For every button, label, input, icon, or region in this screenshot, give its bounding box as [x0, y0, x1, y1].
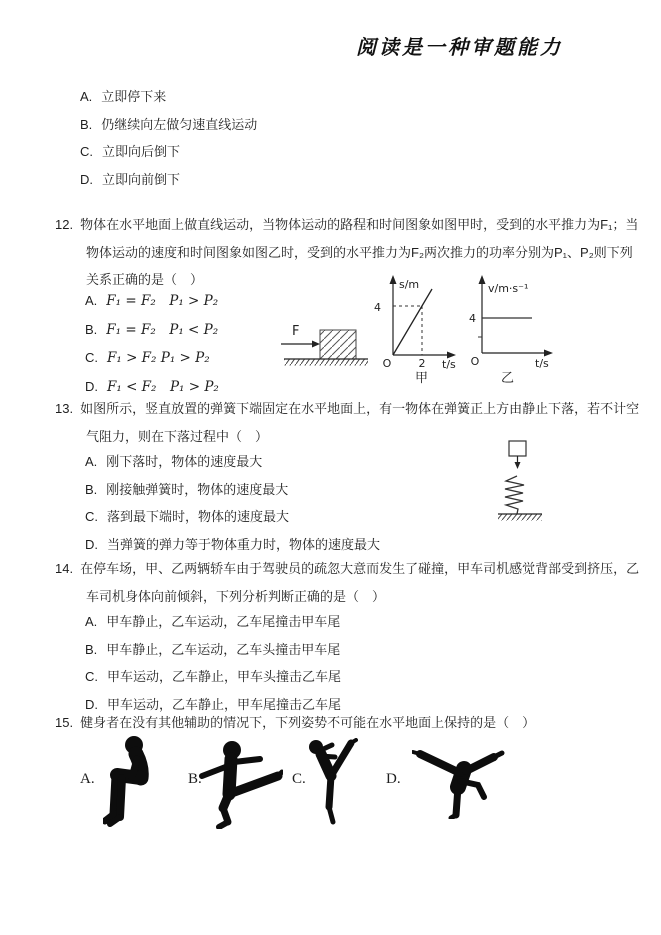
- option-row: [85, 608, 341, 636]
- option-row: [85, 344, 219, 373]
- pose-label-d: D.: [386, 771, 401, 787]
- handstand-pose-silhouette: [412, 745, 507, 819]
- option-row: [80, 83, 257, 111]
- y-axis-arrowhead: [390, 275, 397, 284]
- kick-pose-figure: [198, 732, 283, 834]
- option-text: 立即向后倒下: [102, 144, 181, 159]
- question-number: 12.: [55, 217, 74, 232]
- option-row: [85, 316, 219, 345]
- question-text: 健身者在没有其他辅助的情况下，下列姿势不可能在水平地面上保持的是（ ）: [80, 715, 536, 730]
- force-arrowhead: [312, 341, 320, 348]
- option-letter: D.: [85, 378, 98, 394]
- question-text: 物体在水平地面上做直线运动，当物体运动的路程和时间图象如图甲时，受到的水平推力为F₁；当物体运动的速度和时间图象如图乙时，受到的水平推力为F₂两次推力的功率分别为P₁、P₂则下列关系正确的是（ ）: [80, 217, 639, 287]
- option-letter: C.: [80, 144, 93, 159]
- origin-label: O: [382, 357, 392, 370]
- force-label: F: [292, 324, 300, 339]
- handstand-pose-figure: [412, 745, 507, 824]
- option-text: F₁ < F₂ P₁ > P₂: [107, 378, 219, 395]
- question-13: [55, 395, 642, 450]
- option-text: F₁ = F₂ P₁ > P₂: [106, 293, 219, 309]
- option-row: [80, 111, 257, 139]
- question-number: 14.: [55, 561, 74, 576]
- y-axis-label: s/m: [399, 278, 420, 291]
- option-text: 落到最下端时，物体的速度最大: [107, 509, 290, 524]
- option-letter: A.: [85, 614, 98, 629]
- s-t-line: [393, 289, 432, 355]
- falling-block: [509, 441, 526, 456]
- fall-arrowhead: [515, 462, 521, 469]
- q13-spring-figure: [492, 436, 548, 531]
- option-letter: B.: [85, 641, 98, 657]
- q11-options: [80, 83, 257, 193]
- option-text: F₁ > F₂ P₁ > P₂: [107, 350, 210, 366]
- arm: [132, 759, 137, 777]
- option-text: 立即向前倒下: [102, 171, 181, 187]
- velocity-time-graph: [455, 274, 561, 386]
- x-tick-2: 2: [418, 357, 426, 370]
- option-text: 刚下落时，物体的速度最大: [106, 454, 263, 469]
- raised-foot: [351, 740, 356, 743]
- x-axis-arrowhead: [544, 350, 553, 357]
- spring-coil: [505, 476, 524, 514]
- option-letter: A.: [85, 454, 98, 469]
- kick-pose-silhouette: [198, 732, 283, 829]
- option-text: 仍继续向左做匀速直线运动: [101, 116, 258, 132]
- shin-2: [120, 778, 122, 817]
- dancer-pose-figure: [306, 738, 358, 831]
- question-14: [55, 555, 642, 610]
- question-number: 15.: [55, 715, 74, 730]
- sitting-pose-silhouette: [103, 732, 191, 828]
- page-title: 阅读是一种审题能力: [356, 35, 563, 59]
- pose-label-c: C.: [292, 771, 306, 787]
- option-letter: D.: [85, 696, 98, 712]
- sitting-pose-figure: [103, 732, 191, 833]
- option-letter: B.: [80, 116, 93, 132]
- question-text: 如图所示，竖直放置的弹簧下端固定在水平地面上，有一物体在弹簧正上方由静止下落，若不计空气阻力，则在下落过程中（ ）: [80, 401, 640, 444]
- option-letter: A.: [80, 89, 93, 104]
- q12-graph-yi: [455, 274, 561, 391]
- y-tick-4: 4: [374, 301, 381, 314]
- option-letter: D.: [85, 536, 98, 552]
- option-text: 当弹簧的弹力等于物体重力时，物体的速度最大: [107, 536, 381, 552]
- option-row: [85, 448, 380, 476]
- option-text: 甲车静止，乙车运动，乙车尾撞击甲车尾: [106, 614, 341, 629]
- q12-graph-jia: [360, 274, 460, 391]
- pointed-foot: [329, 807, 333, 822]
- left-leg: [420, 754, 460, 773]
- origin-label: O: [470, 355, 480, 368]
- right-arm: [234, 759, 260, 762]
- ground-hatching: [498, 515, 542, 521]
- kick-foot: [278, 772, 282, 776]
- ground-hatching: [284, 360, 368, 366]
- left-foot: [413, 752, 420, 754]
- option-row: [80, 138, 257, 166]
- option-text: 甲车运动，乙车静止，甲车尾撞击乙车尾: [107, 696, 342, 712]
- block: [320, 330, 356, 359]
- option-text: 立即停下来: [101, 89, 167, 104]
- y-axis-label: v/m·s⁻¹: [488, 282, 529, 295]
- x-axis-label: t/s: [442, 358, 456, 371]
- falling-block-spring-diagram: [492, 436, 548, 526]
- standing-foot: [219, 822, 228, 827]
- q13-options: [85, 448, 380, 558]
- option-row: [85, 531, 380, 559]
- question-number: 13.: [55, 401, 74, 416]
- option-row: [80, 166, 257, 194]
- option-letter: D.: [80, 171, 93, 187]
- option-row: [85, 503, 380, 531]
- option-letter: C.: [85, 669, 98, 684]
- y-tick-4: 4: [469, 312, 476, 325]
- raised-leg: [331, 743, 351, 776]
- distance-time-graph: [360, 274, 460, 386]
- q14-options: [85, 608, 341, 718]
- y-axis-arrowhead: [479, 275, 486, 284]
- option-row: [85, 287, 219, 316]
- option-text: F₁ = F₂ P₁ < P₂: [106, 321, 219, 338]
- option-row: [85, 636, 341, 664]
- option-letter: C.: [85, 509, 98, 524]
- option-letter: B.: [85, 481, 98, 497]
- option-text: 刚接触弹簧时，物体的速度最大: [106, 481, 289, 497]
- option-text: 甲车运动，乙车静止，甲车头撞击乙车尾: [107, 669, 342, 684]
- option-row: [85, 663, 341, 691]
- pose-label-a: A.: [80, 771, 95, 787]
- option-row: [85, 476, 380, 504]
- option-letter: C.: [85, 350, 98, 365]
- option-letter: B.: [85, 321, 98, 337]
- q12-options: [85, 287, 219, 401]
- standing-leg: [329, 776, 331, 807]
- dancer-pose-silhouette: [306, 738, 358, 826]
- graph-caption-jia: 甲: [415, 371, 429, 386]
- support-hand: [451, 815, 456, 818]
- option-text: 甲车静止，乙车运动，乙车头撞击甲车尾: [106, 641, 341, 657]
- graph-caption-yi: 乙: [501, 371, 515, 386]
- question-text: 在停车场，甲、乙两辆轿车由于驾驶员的疏忽大意而发生了碰撞，甲车司机感觉背部受到挤压，乙车司机身体向前倾斜，下列分析判断正确的是（ ）: [80, 561, 640, 604]
- pose-label-b: B.: [188, 771, 202, 787]
- option-letter: A.: [85, 293, 98, 308]
- x-axis-label: t/s: [535, 357, 549, 370]
- shin: [114, 776, 116, 814]
